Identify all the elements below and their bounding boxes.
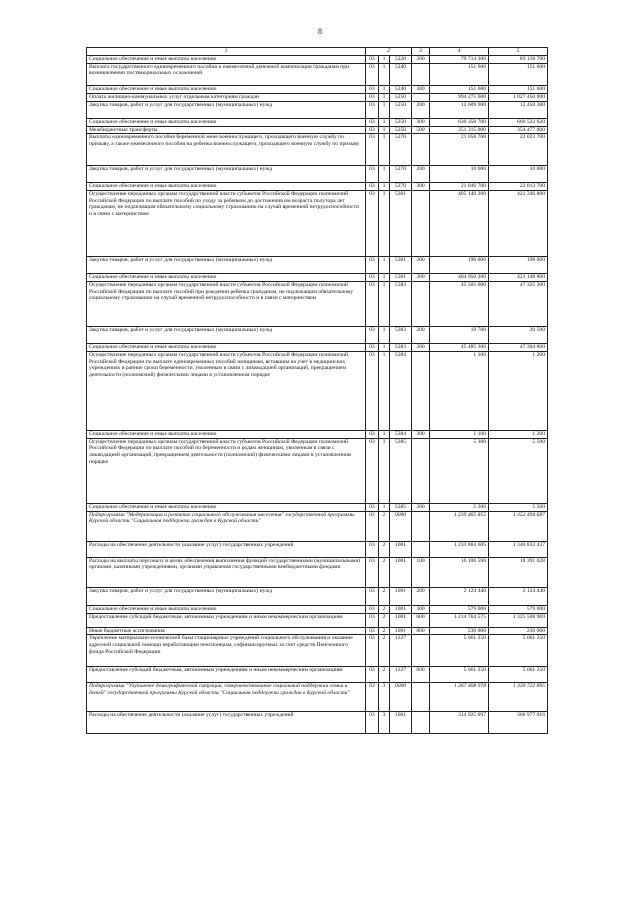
row-section: 03 — [366, 587, 379, 605]
row-expense-type — [412, 191, 430, 257]
row-amount-year2: 47 304 800 — [489, 344, 548, 352]
table-row — [87, 557, 548, 587]
subprogram-row — [87, 683, 548, 712]
row-section: 03 — [366, 85, 379, 93]
row-amount-year1: 351 315 000 — [430, 126, 489, 134]
row-section: 03 — [366, 627, 379, 635]
row-expense-type: 200 — [412, 101, 430, 118]
header-col-1: 1 — [87, 48, 366, 56]
row-expense-type: 300 — [412, 344, 430, 352]
row-amount-year2: 20 500 — [489, 327, 548, 344]
row-amount-year2: 5 661 250 — [489, 667, 548, 683]
row-section: 03 — [366, 183, 379, 191]
row-name: Выплата государственного единовременного пособия и ежемесячной денежной компенсации гражданам при возникновении поствакцинальных осложнений — [87, 63, 366, 85]
row-amount-year1: 2 124 440 — [430, 587, 489, 605]
row-amount-year1: 151 600 — [430, 63, 489, 85]
table-row — [87, 118, 548, 126]
row-subsection: 1 — [379, 166, 390, 183]
row-subsection: 1 — [379, 257, 390, 274]
row-amount-year2: 198 000 — [489, 257, 548, 274]
row-amount-year1: 10 000 — [430, 166, 489, 183]
row-name: Закупка товаров, работ и услуг для государственных (муниципальных) нужд — [87, 166, 366, 183]
row-section: 03 — [366, 712, 379, 734]
row-amount-year1: 1 100 — [430, 431, 489, 439]
row-subsection: 1 — [379, 101, 390, 118]
row-section: 03 — [366, 541, 379, 557]
table-row — [87, 274, 548, 282]
table-row — [87, 503, 548, 511]
row-name: Закупка товаров, работ и услуг для государственных (муниципальных) нужд — [87, 257, 366, 274]
table-row — [87, 587, 548, 605]
table-row — [87, 667, 548, 683]
row-amount-year2: 2 124 440 — [489, 587, 548, 605]
row-name: Социальное обеспечение и иные выплаты населению — [87, 605, 366, 613]
row-expense-type: 800 — [412, 627, 430, 635]
row-name: Социальное обеспечение и иные выплаты населению — [87, 344, 366, 352]
row-amount-year2: 5 661 250 — [489, 635, 548, 667]
row-expense-type: 500 — [412, 126, 430, 134]
row-subsection: 1 — [379, 85, 390, 93]
row-expense-type — [412, 134, 430, 166]
row-amount-year1: 230 000 — [430, 627, 489, 635]
row-amount-year2: 47 325 300 — [489, 282, 548, 327]
row-article: 1001 — [390, 541, 412, 557]
row-expense-type: 300 — [412, 274, 430, 282]
row-amount-year1: 1 214 764 575 — [430, 613, 489, 627]
row-article: 5381 — [390, 257, 412, 274]
header-col-4: 4 — [430, 48, 489, 56]
row-section: 03 — [366, 191, 379, 257]
row-expense-type: 200 — [412, 166, 430, 183]
table-row — [87, 56, 548, 64]
row-section: 03 — [366, 438, 379, 503]
row-amount-year2: 5 500 — [489, 438, 548, 503]
row-amount-year2: 1 200 — [489, 352, 548, 431]
row-name: Иные бюджетные ассигнования — [87, 627, 366, 635]
row-expense-type: 200 — [412, 327, 430, 344]
row-subsection: 2 — [379, 587, 390, 605]
row-amount-year1: 405 140 200 — [430, 191, 489, 257]
header-col-5: 5 — [489, 48, 548, 56]
table-row — [87, 257, 548, 274]
table-row — [87, 166, 548, 183]
table-row — [87, 541, 548, 557]
row-expense-type — [412, 712, 430, 734]
table-row — [87, 635, 548, 667]
row-name: Социальное обеспечение и иные выплаты населению — [87, 85, 366, 93]
row-amount-year2: 5 500 — [489, 503, 548, 511]
row-amount-year2: 151 600 — [489, 85, 548, 93]
row-section: 03 — [366, 126, 379, 134]
row-expense-type — [412, 683, 430, 712]
row-subsection: 1 — [379, 93, 390, 101]
row-amount-year1: 1 267 408 978 — [430, 683, 489, 712]
row-name: Осуществление переданных органам государственной власти субъектов Российской Федерации полномочий Российской Федерации по выплате пособий при рождении ребенка гражданам, не подлежащим обязательному социальному страхованию на случай временной нетрудоспособности и в связи с материнством — [87, 282, 366, 327]
row-subsection: 1 — [379, 344, 390, 352]
row-amount-year1: 45 485 300 — [430, 344, 489, 352]
row-subsection: 2 — [379, 605, 390, 613]
row-subsection: 2 — [379, 541, 390, 557]
row-name: Предоставление субсидий бюджетным, автономным учреждениям и иным некоммерческим организациям — [87, 613, 366, 627]
row-name: Закупка товаров, работ и услуг для государственных (муниципальных) нужд — [87, 327, 366, 344]
row-expense-type — [412, 63, 430, 85]
row-expense-type — [412, 541, 430, 557]
row-section: 03 — [366, 511, 379, 541]
table-row — [87, 85, 548, 93]
row-section: 03 — [366, 667, 379, 683]
row-article: 5381 — [390, 274, 412, 282]
table-row — [87, 344, 548, 352]
row-section: 03 — [366, 63, 379, 85]
row-amount-year1: 5 300 — [430, 438, 489, 503]
row-amount-year1: 21 056 700 — [430, 134, 489, 166]
row-expense-type: 100 — [412, 557, 430, 587]
table-row — [87, 352, 548, 431]
table-row — [87, 191, 548, 257]
row-section: 03 — [366, 557, 379, 587]
row-article: 5384 — [390, 352, 412, 431]
row-amount-year2: 22 023 700 — [489, 134, 548, 166]
row-section: 03 — [366, 118, 379, 126]
row-subsection: 1 — [379, 191, 390, 257]
row-subsection: 3 — [379, 712, 390, 734]
row-subsection: 2 — [379, 627, 390, 635]
budget-table — [86, 47, 548, 734]
table-row — [87, 93, 548, 101]
row-article: 5381 — [390, 191, 412, 257]
row-article: 5220 — [390, 56, 412, 64]
table-row — [87, 438, 548, 503]
row-name: Социальное обеспечение и иные выплаты населению — [87, 274, 366, 282]
subprogram-row — [87, 511, 548, 541]
row-amount-year1: 5 661 250 — [430, 635, 489, 667]
row-section: 03 — [366, 101, 379, 118]
row-article: 1001 — [390, 627, 412, 635]
row-name: Социальное обеспечение и иные выплаты населению — [87, 183, 366, 191]
table-row — [87, 126, 548, 134]
row-amount-year2: 22 013 700 — [489, 183, 548, 191]
row-article: 1001 — [390, 712, 412, 734]
table-row — [87, 327, 548, 344]
row-subsection: 1 — [379, 63, 390, 85]
row-article: 0000 — [390, 683, 412, 712]
row-name: Закупка товаров, работ и услуг для государственных (муниципальных) нужд — [87, 587, 366, 605]
row-name: Закупка товаров, работ и услуг для государственных (муниципальных) нужд — [87, 101, 366, 118]
row-amount-year2: 1 200 — [489, 431, 548, 439]
row-name: Расходы на обеспечение деятельности (оказание услуг) государственных учреждений — [87, 712, 366, 734]
row-article: 5240 — [390, 63, 412, 85]
table-header-row — [87, 48, 548, 56]
row-amount-year1: 12 609 900 — [430, 101, 489, 118]
row-expense-type: 300 — [412, 183, 430, 191]
row-amount-year2: 660 522 620 — [489, 118, 548, 126]
row-amount-year2: 1 027 450 000 — [489, 93, 548, 101]
row-article: 5384 — [390, 431, 412, 439]
table-row — [87, 431, 548, 439]
row-expense-type: 600 — [412, 613, 430, 627]
row-subsection: 1 — [379, 327, 390, 344]
row-amount-year1: 630 350 700 — [430, 118, 489, 126]
row-amount-year1: 45 505 000 — [430, 282, 489, 327]
row-amount-year2: 1 325 508 969 — [489, 613, 548, 627]
row-amount-year2: 12 450 380 — [489, 101, 548, 118]
row-amount-year1: 21 046 700 — [430, 183, 489, 191]
row-name: Осуществление переданных органам государственной власти субъектов Российской Федерации полномочий Российской Федерации по выплате единовременных пособий женщинам, вставшим на учет в медицинских учреждениях в ранние сроки беременности, уволенным в связи с ликвидацией организаций, прекращением деятельности (полномочий) физическими лицами в установленном порядке — [87, 352, 366, 431]
row-section: 03 — [366, 134, 379, 166]
header-col-2: 2 — [366, 48, 412, 56]
table-row — [87, 63, 548, 85]
row-section: 03 — [366, 344, 379, 352]
row-subsection: 2 — [379, 667, 390, 683]
row-amount-year1: 151 600 — [430, 85, 489, 93]
row-section: 03 — [366, 503, 379, 511]
row-amount-year2: 354 477 000 — [489, 126, 548, 134]
row-expense-type: 300 — [412, 85, 430, 93]
row-expense-type — [412, 282, 430, 327]
row-amount-year2: 421 346 800 — [489, 191, 548, 257]
row-amount-year1: 1 233 804 605 — [430, 541, 489, 557]
row-section: 03 — [366, 327, 379, 344]
row-subsection: 2 — [379, 613, 390, 627]
row-section: 03 — [366, 274, 379, 282]
row-amount-year1: 579 000 — [430, 605, 489, 613]
row-subsection: 1 — [379, 126, 390, 134]
table-row — [87, 627, 548, 635]
table-row — [87, 282, 548, 327]
row-article: 5385 — [390, 438, 412, 503]
row-article: 1001 — [390, 557, 412, 587]
row-article: 5250 — [390, 118, 412, 126]
row-subsection: 2 — [379, 557, 390, 587]
row-name: Оплата жилищно-коммунальных услуг отдельным категориям граждан — [87, 93, 366, 101]
row-section: 03 — [366, 431, 379, 439]
row-name: Расходы на выплаты персоналу в целях обеспечения выполнения функций государственными (муниципальными) органами, казенными учреждениями, органами управления государственными внебюджетными фондами — [87, 557, 366, 587]
row-expense-type: 300 — [412, 431, 430, 439]
row-subsection: 1 — [379, 282, 390, 327]
row-section: 03 — [366, 257, 379, 274]
row-section: 03 — [366, 613, 379, 627]
row-name: Осуществление переданных органам государственной власти субъектов Российской Федерации полномочий Российской Федерации по выплате пособий по уходу за ребенком до достижения им возраста полутора лет гражданам, не подлежащим обязательному социальному страхованию на случай временной нетрудоспособности и в связи с материнством — [87, 191, 366, 257]
row-name: Социальное обеспечение и иные выплаты населению — [87, 503, 366, 511]
row-article: 5250 — [390, 126, 412, 134]
row-section: 03 — [366, 282, 379, 327]
row-expense-type: 300 — [412, 118, 430, 126]
row-expense-type: 600 — [412, 667, 430, 683]
table-row — [87, 613, 548, 627]
row-amount-year2: 151 600 — [489, 63, 548, 85]
row-name: Подпрограмма "Улучшение демографической ситуации, совершенствование социальной поддержки семьи и детей" государственной программы Курской области "Социальная поддержка граждан в Курской области" — [87, 683, 366, 712]
row-amount-year2: 421 148 800 — [489, 274, 548, 282]
row-subsection: 1 — [379, 438, 390, 503]
row-article: 0000 — [390, 511, 412, 541]
row-amount-year1: 5 661 250 — [430, 667, 489, 683]
row-expense-type — [412, 635, 430, 667]
row-article: 5383 — [390, 282, 412, 327]
row-amount-year1: 19 700 — [430, 327, 489, 344]
row-amount-year1: 190 000 — [430, 257, 489, 274]
row-expense-type — [412, 93, 430, 101]
row-name: Предоставление субсидий бюджетным, автономным учреждениям и иным некоммерческим организациям — [87, 667, 366, 683]
row-expense-type — [412, 352, 430, 431]
row-article: 1127 — [390, 667, 412, 683]
page-number: 8 — [318, 27, 322, 36]
row-name: Расходы на обеспечение деятельности (оказание услуг) государственных учреждений — [87, 541, 366, 557]
row-amount-year1: 1 239 465 855 — [430, 511, 489, 541]
row-expense-type: 200 — [412, 587, 430, 605]
row-section: 03 — [366, 605, 379, 613]
row-article: 5250 — [390, 101, 412, 118]
row-amount-year1: 314 925 097 — [430, 712, 489, 734]
row-name: Выплаты единовременного пособия беременной жене военнослужащего, проходящего военную службу по призыву, а также ежемесячного пособия на ребенка военнослужащего, проходящего военную службу по призыву — [87, 134, 366, 166]
row-subsection: 1 — [379, 431, 390, 439]
row-subsection: 1 — [379, 118, 390, 126]
row-amount-year2: 1 346 833 437 — [489, 541, 548, 557]
row-section: 03 — [366, 56, 379, 64]
row-article: 1001 — [390, 613, 412, 627]
row-subsection: 2 — [379, 511, 390, 541]
row-amount-year2: 10 000 — [489, 166, 548, 183]
row-name: Укрепление материально-технической базы стационарных учреждений социального обслуживания и оказание адресной социальной помощи неработающим пенсионерам, софинансируемых за счет средств Пенсионного фонда Российской Федерации — [87, 635, 366, 667]
row-article: 1001 — [390, 587, 412, 605]
row-amount-year1: 994 275 600 — [430, 93, 489, 101]
row-expense-type — [412, 511, 430, 541]
row-article: 1127 — [390, 635, 412, 667]
row-article: 5383 — [390, 327, 412, 344]
row-subsection: 3 — [379, 683, 390, 712]
row-section: 03 — [366, 352, 379, 431]
row-article: 5240 — [390, 85, 412, 93]
row-amount-year1: 5 300 — [430, 503, 489, 511]
row-amount-year1: 79 714 300 — [430, 56, 489, 64]
row-article: 5270 — [390, 166, 412, 183]
row-amount-year1: 1 100 — [430, 352, 489, 431]
row-name: Социальное обеспечение и иные выплаты населению — [87, 431, 366, 439]
row-amount-year2: 1 352 494 687 — [489, 511, 548, 541]
row-amount-year1: 404 950 200 — [430, 274, 489, 282]
row-subsection: 1 — [379, 183, 390, 191]
table-row — [87, 183, 548, 191]
row-subsection: 1 — [379, 352, 390, 431]
row-subsection: 1 — [379, 274, 390, 282]
row-expense-type: 300 — [412, 605, 430, 613]
row-name: Социальное обеспечение и иные выплаты населению — [87, 118, 366, 126]
row-expense-type: 300 — [412, 56, 430, 64]
row-amount-year1: 16 106 590 — [430, 557, 489, 587]
row-article: 1001 — [390, 605, 412, 613]
row-article: 5383 — [390, 344, 412, 352]
row-amount-year2: 83 138 700 — [489, 56, 548, 64]
row-subsection: 1 — [379, 503, 390, 511]
row-name: Осуществление переданных органам государственной власти субъектов Российской Федерации полномочий Российской Федерации по выплате пособий по беременности и родам женщинам, уволенным в связи с ликвидацией организаций, прекращением деятельности (полномочий) физическими лицами в установленном порядке — [87, 438, 366, 503]
row-article: 5270 — [390, 183, 412, 191]
row-article: 5250 — [390, 93, 412, 101]
table-row — [87, 101, 548, 118]
row-name: Подпрограмма "Модернизация и развитие социального обслуживания населения" государственной программы Курской области "Социальная поддержка граждан в Курской области" — [87, 511, 366, 541]
row-amount-year2: 230 000 — [489, 627, 548, 635]
row-section: 03 — [366, 635, 379, 667]
row-section: 03 — [366, 683, 379, 712]
row-subsection: 1 — [379, 56, 390, 64]
table-row — [87, 134, 548, 166]
row-amount-year2: 18 391 028 — [489, 557, 548, 587]
row-amount-year2: 1 339 722 895 — [489, 683, 548, 712]
row-name: Межбюджетные трансферты — [87, 126, 366, 134]
row-expense-type: 300 — [412, 503, 430, 511]
row-amount-year2: 579 000 — [489, 605, 548, 613]
row-subsection: 1 — [379, 134, 390, 166]
row-section: 03 — [366, 93, 379, 101]
row-expense-type — [412, 438, 430, 503]
row-subsection: 2 — [379, 635, 390, 667]
header-col-3: 3 — [412, 48, 430, 56]
row-amount-year2: 366 977 016 — [489, 712, 548, 734]
row-name: Социальное обеспечение и иные выплаты населению — [87, 56, 366, 64]
row-section: 03 — [366, 166, 379, 183]
table-row — [87, 605, 548, 613]
row-article: 5270 — [390, 134, 412, 166]
row-article: 5385 — [390, 503, 412, 511]
table-row — [87, 712, 548, 734]
row-expense-type: 200 — [412, 257, 430, 274]
